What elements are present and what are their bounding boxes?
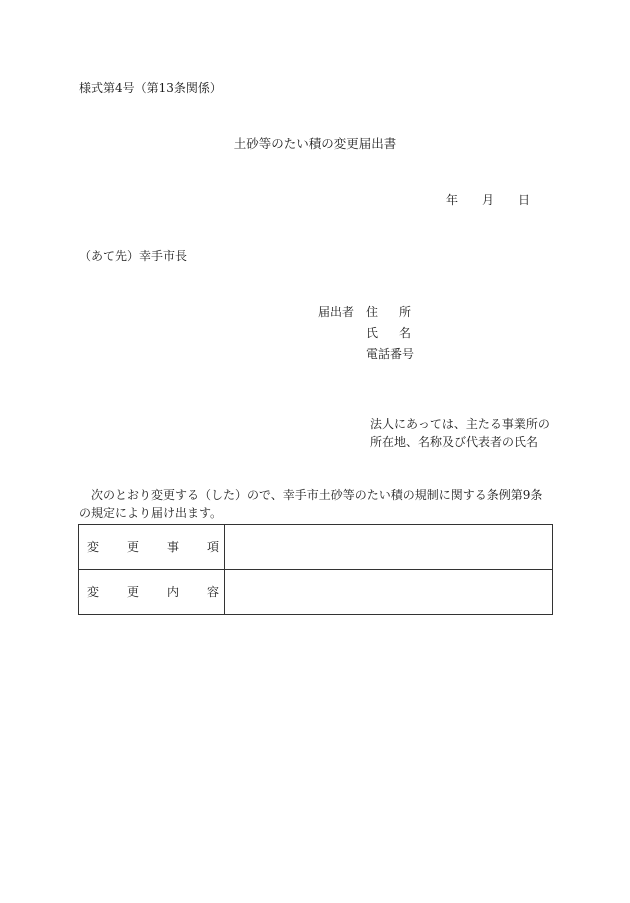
date-day-label: 日 bbox=[518, 193, 531, 207]
name-label: 氏名 bbox=[366, 326, 433, 340]
label-char: 容 bbox=[207, 585, 220, 599]
label-char: 更 bbox=[127, 585, 140, 599]
form-number: 様式第4号（第13条関係） bbox=[79, 81, 222, 95]
date-line bbox=[446, 194, 530, 206]
label-char: 更 bbox=[127, 540, 140, 554]
label-char: 内 bbox=[167, 585, 180, 599]
body-text: 次のとおり変更する（した）ので、幸手市土砂等のたい積の規制に関する条例第9条の規定により届け出ます。 bbox=[79, 488, 543, 520]
document-title: 土砂等のたい積の変更届出書 bbox=[233, 136, 397, 151]
label-char: 項 bbox=[207, 540, 220, 554]
corporate-note-line1: 法人にあっては、主たる事業所の bbox=[370, 417, 550, 431]
change-item-label-cell bbox=[79, 525, 225, 570]
corporate-note-line2: 所在地、名称及び代表者の氏名 bbox=[370, 435, 539, 449]
table-row bbox=[79, 570, 553, 615]
label-char: 変 bbox=[87, 540, 100, 554]
change-content-label-cell bbox=[79, 570, 225, 615]
label-char: 変 bbox=[87, 585, 100, 599]
corporate-note bbox=[370, 415, 550, 451]
change-items-table bbox=[78, 524, 553, 615]
label-char: 事 bbox=[167, 540, 180, 554]
change-content-value-cell[interactable] bbox=[225, 570, 553, 615]
date-year-label: 年 bbox=[446, 193, 459, 207]
addressee: （あて先）幸手市長 bbox=[79, 249, 188, 263]
phone-label: 電話番号 bbox=[366, 347, 415, 361]
table-row bbox=[79, 525, 553, 570]
address-label: 住所 bbox=[366, 305, 433, 319]
applicant-role-label: 届出者 bbox=[318, 305, 355, 319]
change-item-value-cell[interactable] bbox=[225, 525, 553, 570]
date-month-label: 月 bbox=[482, 193, 495, 207]
